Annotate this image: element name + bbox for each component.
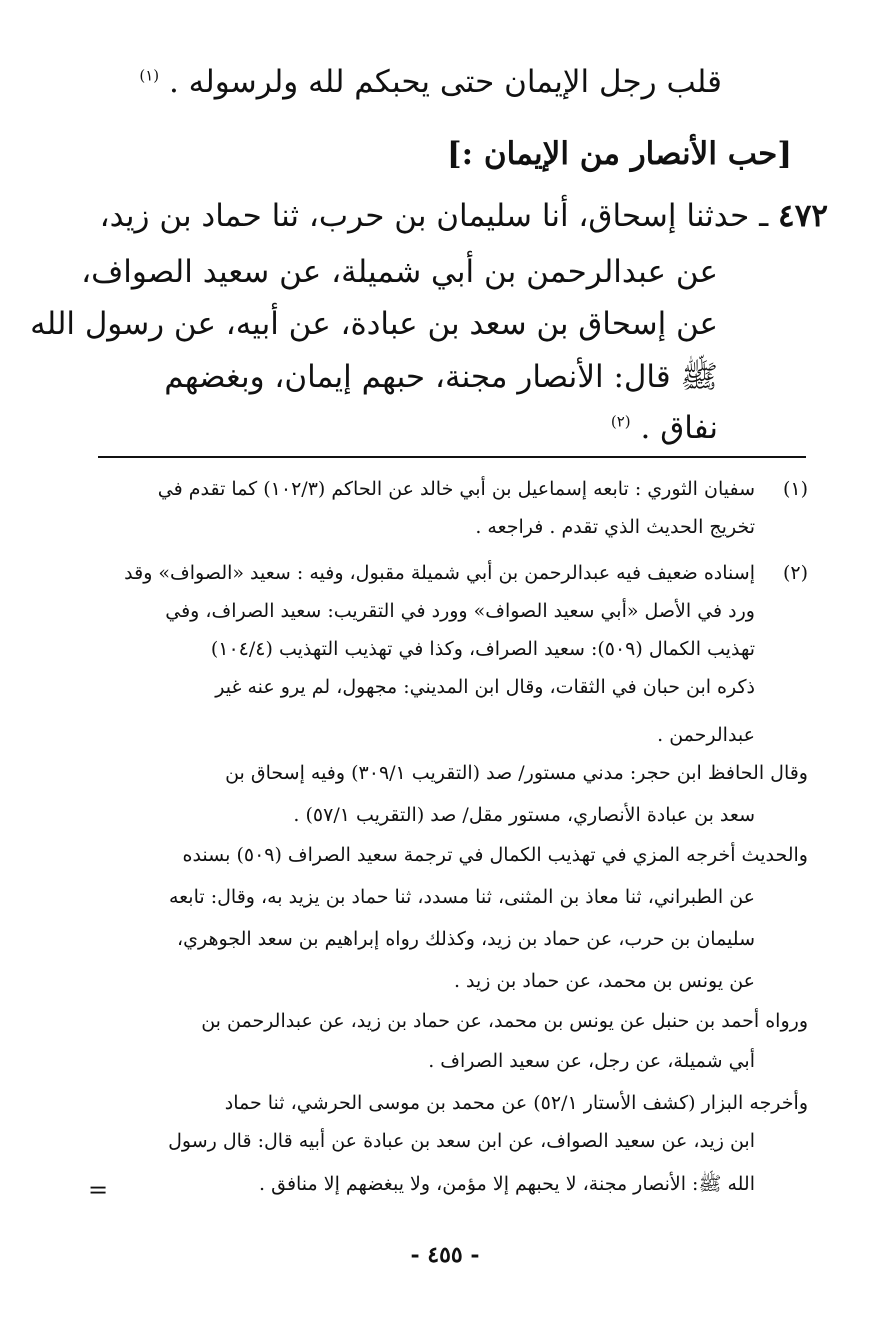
footnote-2-line-4: ذكره ابن حبان في الثقات، وقال ابن المديني: مجهول، لم يرو عنه غير xyxy=(215,676,755,698)
footnote-2-line-14: وأخرجه البزار (كشف الأستار ٥٢/١) عن محمد بن موسى الحرشي، ثنا حماد xyxy=(224,1092,808,1114)
footnote-1-line-2: تخريج الحديث الذي تقدم . فراجعه . xyxy=(475,516,755,538)
footnote-2-line-10: سليمان بن حرب، عن حماد بن زيد، وكذلك رواه إبراهيم بن سعد الجوهري، xyxy=(176,928,755,950)
footnote-2-line-7: سعد بن عبادة الأنصاري، مستور مقل/ صد (التقريب ٥٧/١) . xyxy=(293,804,755,826)
footnote-2-line-6: وقال الحافظ ابن حجر: مدني مستور/ صد (التقريب ٣٠٩/١) وفيه إسحاق بن xyxy=(225,762,808,784)
footnote-2-line-1: إسناده ضعيف فيه عبدالرحمن بن أبي شميلة مقبول، وفيه : سعيد «الصواف» وقد xyxy=(124,562,755,584)
hadith-dash: ـ xyxy=(759,198,769,234)
footnote-2-line-8: والحديث أخرجه المزي في تهذيب الكمال في ترجمة سعيد الصراف (٥٠٩) بسنده xyxy=(182,844,808,866)
main-text-line-1: قلب رجل الإيمان حتى يحبكم لله ولرسوله . $^{(١)}$ xyxy=(139,64,722,100)
footnote-2-line-12: ورواه أحمد بن حنبل عن يونس بن محمد، عن حماد بن زيد، عن عبدالرحمن بن xyxy=(201,1010,808,1032)
hadith-line-4: ﷺ قال: الأنصار مجنة، حبهم إيمان، وبغضهم xyxy=(164,359,718,395)
hadith-line-1: ٤٧٢ ـ حدثنا إسحاق، أنا سليمان بن حرب، ثنا حماد بن زيد، xyxy=(99,198,828,234)
footnote-2-line-2: ورد في الأصل «أبي سعيد الصواف» وورد في التقريب: سعيد الصراف، وفي xyxy=(165,600,755,622)
footnote-2-line-11: عن يونس بن محمد، عن حماد بن زيد . xyxy=(453,970,755,992)
hadith-line-5: نفاق . $^{(٢)}$ xyxy=(610,410,718,446)
footnote-1-line-1: سفيان الثوري : تابعه إسماعيل بن أبي خالد عن الحاكم (١٠٢/٣) كما تقدم في xyxy=(157,478,755,500)
hadith-line-3: عن إسحاق بن سعد بن عبادة، عن أبيه، عن رسول الله xyxy=(30,306,718,342)
footnote-2-marker: (٢) xyxy=(782,562,808,584)
footnote-separator xyxy=(98,456,806,458)
footnote-ref-1: (١) xyxy=(139,66,160,85)
footnote-ref-2: (٢) xyxy=(610,412,631,431)
footnote-2-line-3: تهذيب الكمال (٥٠٩): سعيد الصراف، وكذا في تهذيب التهذيب (١٠٤/٤) xyxy=(210,638,755,660)
hadith-number: ٤٧٢ xyxy=(778,198,828,234)
footnote-1-marker: (١) xyxy=(782,478,808,500)
footnote-2-line-13: أبي شميلة، عن رجل، عن سعيد الصراف . xyxy=(428,1050,755,1072)
footnote-2-line-15: ابن زيد، عن سعيد الصواف، عن ابن سعد بن عبادة عن أبيه قال: قال رسول xyxy=(168,1130,755,1152)
hadith-line-2: عن عبدالرحمن بن أبي شميلة، عن سعيد الصواف، xyxy=(81,254,718,290)
continuation-mark: = xyxy=(88,1176,109,1204)
footnote-2-line-16: الله ﷺ: الأنصار مجنة، لا يحبهم إلا مؤمن، ولا يبغضهم إلا منافق . xyxy=(259,1173,755,1195)
footnote-2-line-9: عن الطبراني، ثنا معاذ بن المثنى، ثنا مسدد، ثنا حماد بن يزيد به، وقال: تابعه xyxy=(168,886,755,908)
page-number: - ٤٥٥ - xyxy=(410,1242,480,1268)
footnote-2-line-5: عبدالرحمن . xyxy=(657,724,755,746)
section-heading: [حب الأنصار من الإيمان :] xyxy=(446,136,792,172)
